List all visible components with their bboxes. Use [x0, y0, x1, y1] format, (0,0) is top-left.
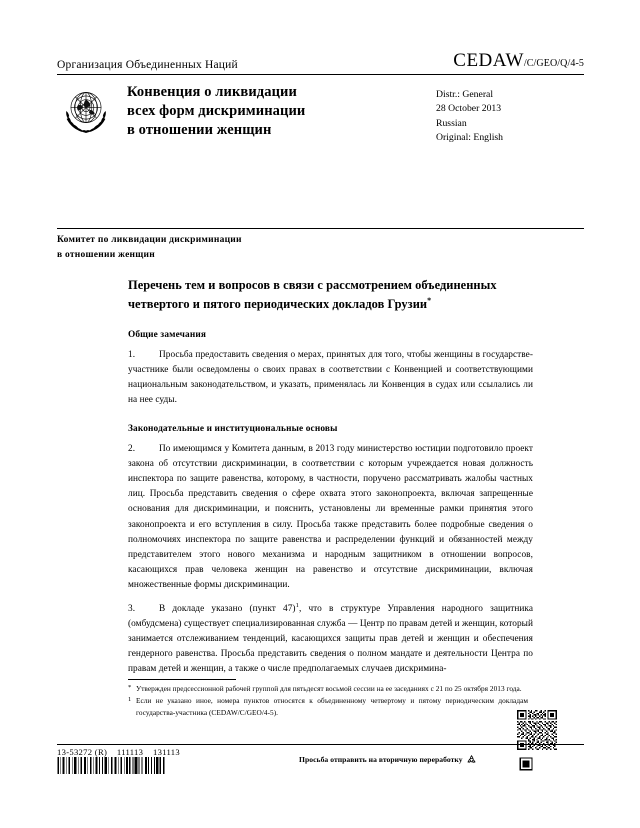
header-body — [57, 82, 584, 145]
footnote-item — [128, 695, 528, 718]
distribution-label: Distr.: General — [436, 89, 494, 100]
footnote-reference-1[interactable]: 1 — [295, 601, 299, 609]
page-title — [128, 277, 533, 314]
document-symbol-main: CEDAW — [453, 50, 524, 71]
document-original-language: Original: English — [436, 131, 503, 143]
recycle-mark-icon — [519, 757, 533, 771]
recycle-notice — [299, 754, 477, 765]
header-divider — [57, 74, 584, 75]
paragraph-2 — [128, 442, 533, 592]
convention-title-line-1: Конвенция о ликвидации — [127, 84, 297, 100]
paragraph-3 — [128, 602, 533, 677]
un-emblem-icon — [57, 82, 115, 140]
paragraph-1-number: 1. — [128, 350, 136, 361]
footnote-divider — [128, 679, 236, 680]
header-top-row — [57, 50, 584, 74]
un-emblem-container — [57, 82, 121, 145]
footer-divider — [57, 744, 584, 745]
footnote-text: Утвержден предсессионной рабочей группой для пятьдесят восьмой сессии на ее заседаниях с 21 по 25 октября 2013 года. — [136, 684, 522, 693]
recycle-notice-text: Просьба отправить на вторичную переработку — [299, 755, 463, 764]
committee-name — [57, 233, 457, 262]
barcode-icon — [57, 757, 165, 774]
document-header — [57, 50, 584, 145]
page-title-text: Перечень тем и вопросов в связи с рассмотрением объединенных четвертого и пятого периодических докладов Грузии — [128, 278, 497, 312]
footnote-marker: 1 — [128, 696, 132, 704]
spacer — [128, 417, 533, 424]
committee-divider — [57, 228, 584, 229]
paragraph-1-text: Просьба предоставить сведения о мерах, принятых для того, чтобы женщины в государстве-участнике были осведомлены о своих правах в соответствии с Конвенцией и соответствующими национальным законодательством, и указать, применялась ли Конвенция в судах или ссылались ли на нее суды. — [128, 350, 533, 406]
committee-name-line-2: в отношении женщин — [57, 249, 155, 260]
recycle-icon — [466, 754, 477, 765]
committee-name-line-1: Комитет по ликвидации дискриминации — [57, 235, 242, 245]
document-date: 28 October 2013 — [436, 103, 502, 115]
paragraph-2-text: По имеющимся у Комитета данным, в 2013 году министерство юстиции подготовило проект закона об отсутствии дискриминации, в соответствии с которым учреждается новая должность инспектора по защите равенства, которому, в частности, поручено рассматривать жалобы частных лиц. Просьба представить сведения о сфере охвата этого законопроекта, включая запрещенные основания для дискриминации, и пояснить, установлены ли временные рамки принятия этого законопроекта и его вступления в силу. Просьба также представить более подробные сведения о полномочиях инспектора по защите равенства и распределении функций и обязанностей между представителем этого нового механизма и народным защитником в отношении вопросов, касающихся прав человека женщин на равенство и отсутствие дискриминации, включая множественные формы дискриминации. — [128, 444, 533, 590]
page-title-asterisk: * — [427, 295, 432, 305]
paragraph-1 — [128, 348, 533, 408]
convention-title-line-3: в отношении женщин — [127, 122, 272, 139]
footnote-item — [128, 683, 528, 694]
section-heading-general-remarks: Общие замечания — [128, 330, 207, 341]
convention-title-line-2: всех форм дискриминации — [127, 103, 306, 120]
paragraph-3-text-part-a: В докладе указано (пункт 47) — [159, 603, 296, 614]
paragraph-2-number: 2. — [128, 444, 136, 455]
footnote-marker: * — [128, 684, 132, 691]
distribution-block — [436, 82, 584, 145]
section-heading-legislative-framework: Законодательные и институциональные основы — [128, 424, 338, 435]
organization-name: Организация Объединенных Наций — [57, 59, 238, 72]
convention-title — [121, 82, 436, 145]
footnotes-area — [128, 683, 528, 719]
job-number: 13-53272 (R) 111113 131113 — [57, 747, 180, 757]
document-body — [128, 277, 533, 686]
document-symbol — [453, 50, 584, 72]
paragraph-3-number: 3. — [128, 603, 136, 614]
document-language: Russian — [436, 117, 467, 129]
footnote-text: Если не указано иное, номера пунктов относятся к объединенному четвертому и пятому периодическим докладам государства-участника (CEDAW/C/GEO/4-5). — [136, 696, 528, 717]
paragraph-3-text-part-b: , что в структуре Управления народного защитника (омбудсмена) существует специализированная служба — Центр по правам детей и женщин, который занимается отслеживанием тенденций, касающихся защиты прав детей и женщин и обеспечения гендерного равенства. Просьба представить сведения о полном мандате и деятельности Центра по правам детей и женщин, а также о числе предполагаемых случаев дискримина- — [128, 603, 533, 674]
document-symbol-suffix: /C/GEO/Q/4-5 — [523, 58, 584, 69]
